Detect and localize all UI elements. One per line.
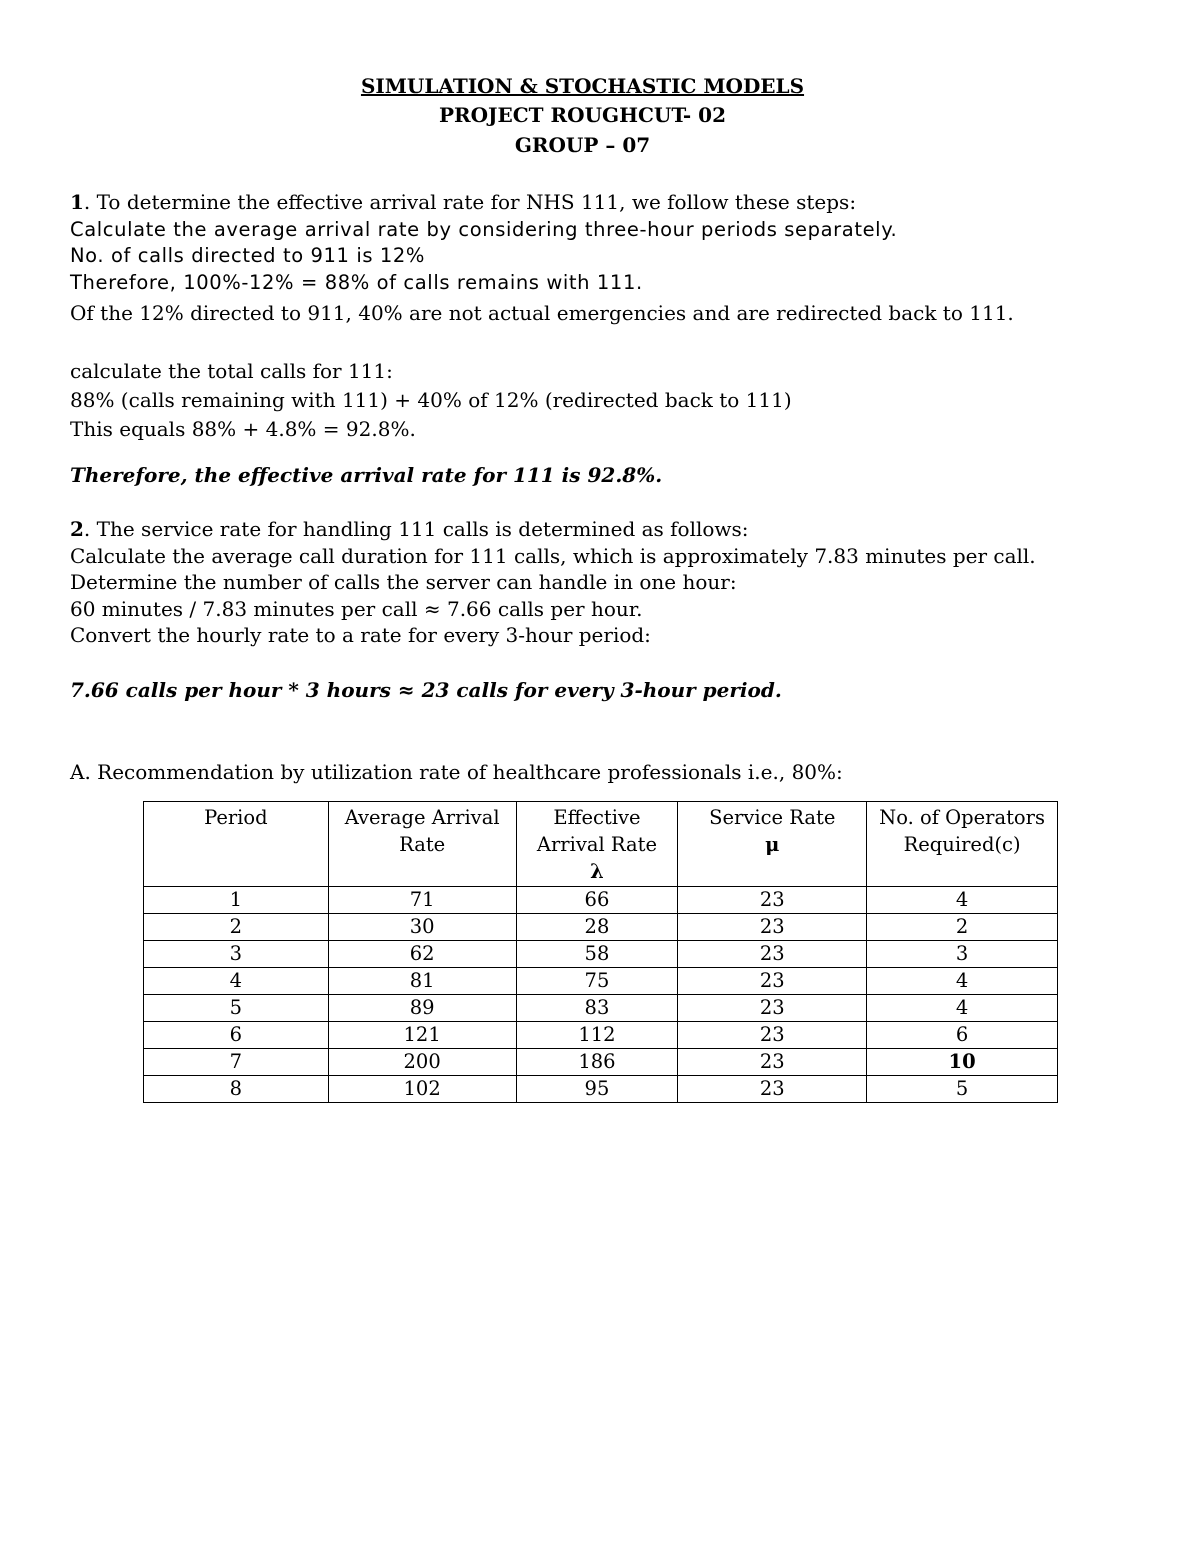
table-row xyxy=(144,887,1058,914)
cell-service-rate: 23 xyxy=(678,1022,867,1049)
header-avg-line2: Rate xyxy=(399,833,446,856)
mu-symbol: μ xyxy=(765,833,780,856)
operators-table xyxy=(143,801,1058,1103)
header-eff-line1: Effective xyxy=(553,806,641,829)
section1-line: Calculate the average arrival rate by considering three-hour periods separately. xyxy=(70,218,898,241)
cell-average-arrival: 102 xyxy=(328,1076,516,1103)
lambda-symbol: λ xyxy=(590,860,604,883)
cell-operators: 4 xyxy=(867,887,1058,914)
cell-operators: 4 xyxy=(867,995,1058,1022)
section1-intro xyxy=(70,189,856,215)
section1-conclusion: Therefore, the effective arrival rate for 111 is 92.8%. xyxy=(70,463,663,487)
header-period-label: Period xyxy=(204,806,268,829)
section2-line: Determine the number of calls the server can handle in one hour: xyxy=(70,570,737,594)
section1-line: No. of calls directed to 911 is 12% xyxy=(70,244,426,267)
cell-period: 8 xyxy=(144,1076,329,1103)
cell-period: 7 xyxy=(144,1049,329,1076)
header-avg-line1: Average Arrival xyxy=(344,806,500,829)
cell-period: 1 xyxy=(144,887,329,914)
cell-effective-arrival: 186 xyxy=(516,1049,678,1076)
section2-line: 60 minutes / 7.83 minutes per call ≈ 7.66 calls per hour. xyxy=(70,597,643,621)
section1-intro-text: . To determine the effective arrival rate for NHS 111, we follow these steps: xyxy=(83,190,857,214)
section1-equals-line: This equals 88% + 4.8% = 92.8%. xyxy=(70,417,416,441)
section2-number: 2 xyxy=(70,517,84,541)
cell-average-arrival: 89 xyxy=(328,995,516,1022)
section2-intro xyxy=(70,516,749,542)
section1-calc-line: 88% (calls remaining with 111) + 40% of 12% (redirected back to 111) xyxy=(70,388,792,412)
document-title: SIMULATION & STOCHASTIC MODELS xyxy=(360,74,805,98)
cell-service-rate: 23 xyxy=(678,914,867,941)
header-effective-arrival-rate xyxy=(516,802,678,887)
cell-service-rate: 23 xyxy=(678,1049,867,1076)
section1-line: Therefore, 100%-12% = 88% of calls remains with 111. xyxy=(70,271,643,294)
cell-average-arrival: 121 xyxy=(328,1022,516,1049)
table-row xyxy=(144,941,1058,968)
table-row xyxy=(144,995,1058,1022)
header-svc-line1: Service Rate xyxy=(709,806,836,829)
cell-service-rate: 23 xyxy=(678,887,867,914)
header-period xyxy=(144,802,329,887)
table-row xyxy=(144,1022,1058,1049)
cell-effective-arrival: 58 xyxy=(516,941,678,968)
cell-effective-arrival: 112 xyxy=(516,1022,678,1049)
cell-operators: 3 xyxy=(867,941,1058,968)
table-row xyxy=(144,968,1058,995)
section2-conclusion: 7.66 calls per hour * 3 hours ≈ 23 calls for every 3-hour period. xyxy=(70,678,782,702)
section2-line: Convert the hourly rate to a rate for every 3-hour period: xyxy=(70,623,651,647)
table-row xyxy=(144,1049,1058,1076)
header-eff-line2: Arrival Rate xyxy=(536,833,658,856)
cell-operators: 2 xyxy=(867,914,1058,941)
cell-service-rate: 23 xyxy=(678,941,867,968)
section1-number: 1 xyxy=(70,190,84,214)
section1-redirect: Of the 12% directed to 911, 40% are not actual emergencies and are redirected back to 111. xyxy=(70,301,1014,325)
cell-average-arrival: 81 xyxy=(328,968,516,995)
cell-operators: 6 xyxy=(867,1022,1058,1049)
header-ops-line1: No. of Operators xyxy=(879,806,1045,829)
cell-effective-arrival: 75 xyxy=(516,968,678,995)
cell-effective-arrival: 28 xyxy=(516,914,678,941)
cell-operators: 5 xyxy=(867,1076,1058,1103)
table-header-row xyxy=(144,802,1058,887)
cell-average-arrival: 71 xyxy=(328,887,516,914)
cell-period: 6 xyxy=(144,1022,329,1049)
group-label: GROUP – 07 xyxy=(514,133,651,157)
cell-operators: 4 xyxy=(867,968,1058,995)
cell-average-arrival: 200 xyxy=(328,1049,516,1076)
header-ops-line2: Required(c) xyxy=(903,833,1021,856)
cell-effective-arrival: 66 xyxy=(516,887,678,914)
header-average-arrival-rate xyxy=(328,802,516,887)
section1-calc-heading: calculate the total calls for 111: xyxy=(70,359,393,383)
cell-average-arrival: 62 xyxy=(328,941,516,968)
section2-line: Calculate the average call duration for 111 calls, which is approximately 7.83 minutes per call. xyxy=(70,544,1036,568)
section2-intro-text: . The service rate for handling 111 calls is determined as follows: xyxy=(83,517,749,541)
cell-average-arrival: 30 xyxy=(328,914,516,941)
table-row xyxy=(144,914,1058,941)
cell-period: 4 xyxy=(144,968,329,995)
cell-period: 3 xyxy=(144,941,329,968)
cell-service-rate: 23 xyxy=(678,968,867,995)
cell-operators-highlight: 10 xyxy=(867,1049,1058,1076)
header-service-rate xyxy=(678,802,867,887)
recommendation-heading: A. Recommendation by utilization rate of healthcare professionals i.e., 80%: xyxy=(70,760,843,784)
cell-effective-arrival: 83 xyxy=(516,995,678,1022)
cell-period: 2 xyxy=(144,914,329,941)
cell-service-rate: 23 xyxy=(678,1076,867,1103)
cell-effective-arrival: 95 xyxy=(516,1076,678,1103)
header-operators-required xyxy=(867,802,1058,887)
cell-period: 5 xyxy=(144,995,329,1022)
cell-service-rate: 23 xyxy=(678,995,867,1022)
document-subtitle: PROJECT ROUGHCUT- 02 xyxy=(438,103,727,127)
table-row xyxy=(144,1076,1058,1103)
